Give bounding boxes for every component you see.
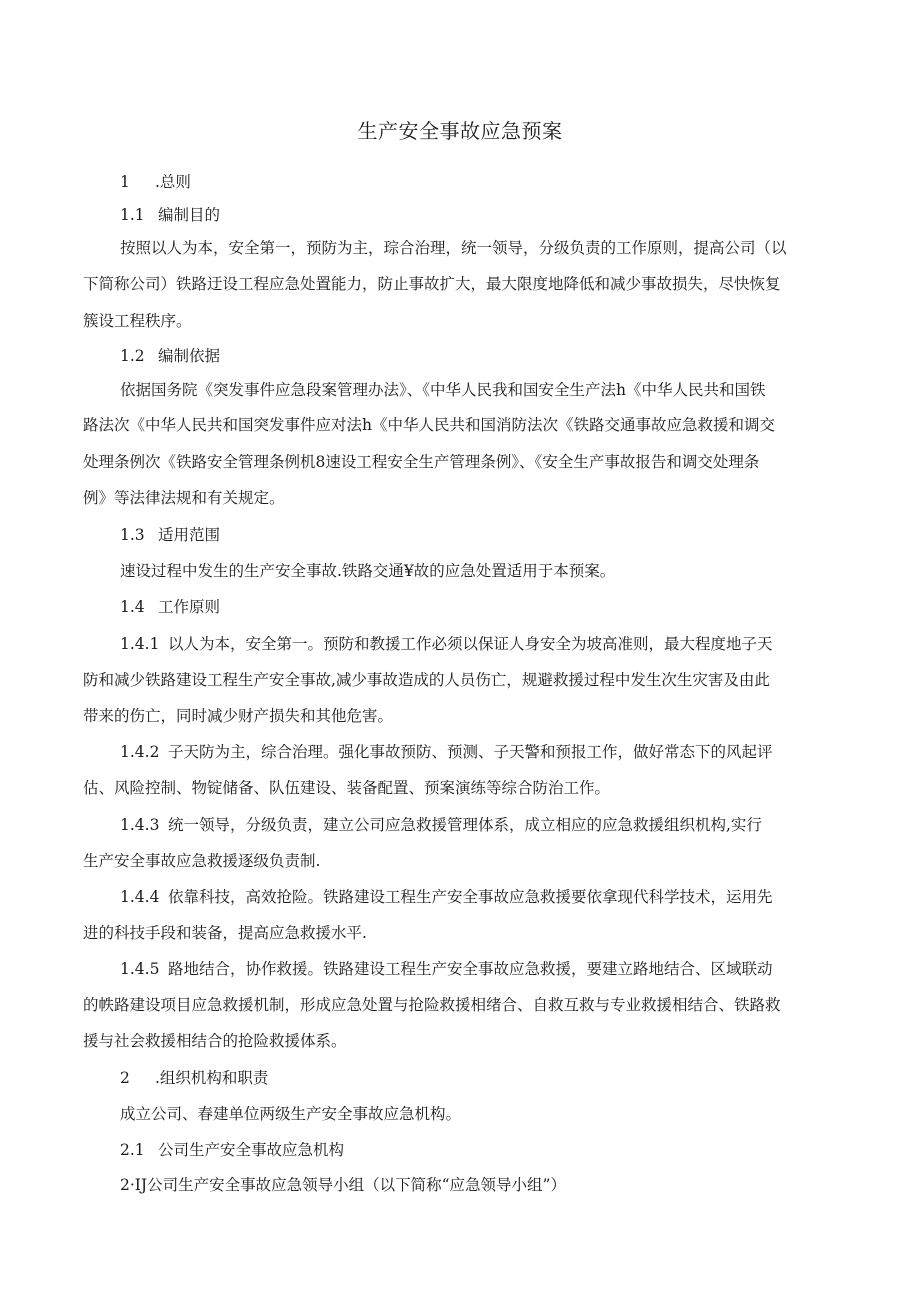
paragraph-line: 进的科技手段和装备，提高应急救援水平. [83, 924, 367, 942]
section-1-4-heading [120, 595, 220, 619]
heading-1 [120, 170, 191, 194]
paragraph-line: 路法次《中华人民共和国突发事件应对法h《中华人民共和国消防法次《铁路交通事故应急救援和调交 [83, 416, 775, 434]
document-title: 生产安全事故应急预案 [357, 119, 563, 143]
paragraph-line: 下简称公司）铁路迂设工程应急处置能力，防止事故扩大，最大限度地降低和减少事故损失，尽快恢复 [83, 275, 781, 293]
heading-1-text: .总则 [155, 173, 191, 191]
paragraph-line: 依靠科技，高效抢险。铁路建设工程生产安全事故应急救援要依拿现代科学技术，运用先 [168, 888, 773, 906]
paragraph-line: 统一领导，分级负责，建立公司应急救援管理体系，成立相应的应急救援组织机构,实行 [168, 816, 762, 834]
section-1-3-number: 1.3 [120, 526, 145, 544]
paragraph-line: 依据国务院《突发事件应急段案管理办法》、《中华人民我和国安全生产法h《中华人民共和国铁 [120, 381, 766, 399]
section-1-1-number: 1.1 [120, 206, 145, 224]
principle-number: 1.4.3 [120, 816, 160, 834]
paragraph-line: 簇设工程秩序。 [83, 312, 192, 330]
section-1-2-text: 编制依据 [158, 347, 221, 365]
section-1-4-number: 1.4 [120, 598, 145, 616]
heading-2-text: .组织机构和职责 [155, 1069, 269, 1087]
paragraph-line: 以人为本，安全第一。预防和教援工作必须以保证人身安全为坡高准则，最大程度地子天 [168, 635, 773, 653]
principle-1-4-5-first-line [120, 957, 773, 981]
section-2-1-heading [120, 1138, 344, 1162]
heading-2-number: 2 [120, 1069, 130, 1087]
paragraph-line: 按照以人为本，安全第一，预防为主，琮合治理，统一领导，分级负责的工作原则，提高公司（以 [120, 239, 787, 257]
heading-1-number: 1 [120, 173, 130, 191]
paragraph-line: 速设过程中发生的生产安全事故.铁路交通¥故的应急处置适用于本预案。 [120, 562, 616, 580]
principle-number: 1.4.4 [120, 888, 160, 906]
paragraph-line: 防和减少铁路建设工程生产安全事故,减少事故造成的人员伤亡，规避救援过程中发生次生灾害及由此 [83, 671, 770, 689]
principle-1-4-3-first-line [120, 813, 762, 837]
section-2-1-number: 2.1 [120, 1141, 145, 1159]
section-1-4-text: 工作原则 [158, 598, 221, 616]
paragraph-line: 援与社会救援相结合的抢险救援体系。 [83, 1032, 347, 1050]
section-2-1-1-heading: 2·IJ公司生产安全事故应急领导小组（以下简称“应急领导小组”） [120, 1176, 566, 1194]
heading-2 [120, 1066, 268, 1090]
paragraph-line: 处理条例次《铁路安全管理条例机8速设工程安全生产管理条例》、《安全生产事故报告和调交处理条 [83, 453, 760, 471]
principle-number: 1.4.2 [120, 743, 160, 761]
paragraph-line: 带来的伤亡，同时减少财产损失和其他危害。 [83, 707, 394, 725]
paragraph-line: 子天防为主，综合治理。强化事故预防、预测、子天警和预报工作，做好常态下的风起评 [168, 743, 773, 761]
principle-number: 1.4.5 [120, 960, 160, 978]
section-1-3-text: 适用范围 [158, 526, 221, 544]
section-2-1-text: 公司生产安全事故应急机构 [158, 1141, 345, 1159]
section-1-2-heading [120, 344, 220, 368]
section-1-1-text: 编制目的 [158, 206, 221, 224]
principle-1-4-1-first-line [120, 632, 773, 656]
paragraph-line: 估、风险控制、物锭储备、队伍建设、装备配置、预案演练等综合防治工作。 [83, 779, 611, 797]
section-1-2-number: 1.2 [120, 347, 145, 365]
principle-1-4-2-first-line [120, 740, 773, 764]
section-1-3-heading [120, 523, 220, 547]
paragraph-line: 生产安全事故应急救援逐级负责制. [83, 852, 321, 870]
paragraph-line: 路地结合，协作救援。铁路建设工程生产安全事故应急救援，要建立路地结合、区域联动 [168, 960, 773, 978]
principle-1-4-4-first-line [120, 885, 773, 909]
paragraph-line: 成立公司、春建单位两级生产安全事故应急机构。 [120, 1105, 462, 1123]
section-1-1-heading [120, 203, 220, 227]
paragraph-line: 的帙路建设项目应急救援机制，形成应急处置与抢险救援相绪合、自救互救与专业救援相结合、铁路救 [83, 996, 781, 1014]
principle-number: 1.4.1 [120, 635, 160, 653]
paragraph-line: 例》等法律法规和有关规定。 [83, 489, 285, 507]
